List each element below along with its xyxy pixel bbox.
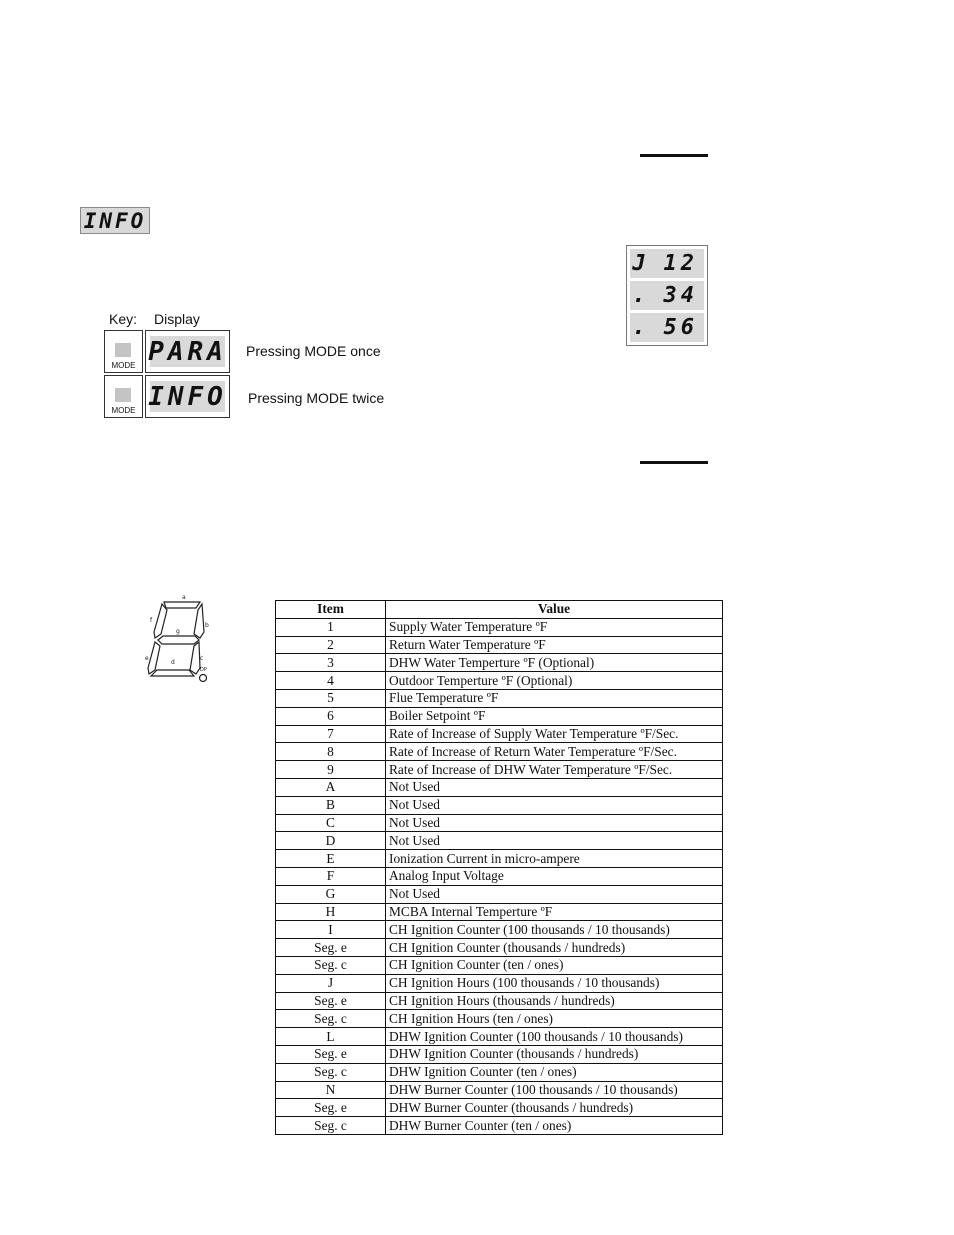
display-row-1 — [630, 249, 704, 278]
table-row — [276, 1028, 723, 1046]
value-column-header: Value — [386, 601, 723, 619]
table-cell-item: H — [276, 903, 386, 921]
table-cell-item: 8 — [276, 743, 386, 761]
table-cell-item: D — [276, 832, 386, 850]
table-cell-value: Rate of Increase of DHW Water Temperature ºF/Sec. — [386, 761, 723, 779]
table-cell-item: F — [276, 867, 386, 885]
segment-c — [190, 642, 200, 674]
seven-segment-diagram — [142, 592, 214, 684]
table-cell-item: 5 — [276, 689, 386, 707]
mode-button-icon — [115, 388, 131, 402]
table-row — [276, 636, 723, 654]
segment-label-d: d — [171, 659, 175, 666]
table-cell-value: CH Ignition Counter (thousands / hundreds) — [386, 939, 723, 957]
mode-key-twice — [104, 375, 143, 418]
segment-d — [151, 670, 194, 676]
table-cell-item: C — [276, 814, 386, 832]
segment-label-b: b — [205, 622, 209, 629]
table-cell-item: 9 — [276, 761, 386, 779]
table-cell-value: Not Used — [386, 885, 723, 903]
table-row — [276, 796, 723, 814]
table-cell-item: G — [276, 885, 386, 903]
table-cell-value: Analog Input Voltage — [386, 867, 723, 885]
table-cell-item: Seg. c — [276, 956, 386, 974]
table-cell-item: 3 — [276, 654, 386, 672]
info-display-icon — [80, 207, 150, 234]
table-cell-value: CH Ignition Counter (ten / ones) — [386, 956, 723, 974]
info-display-text: INFO — [83, 208, 147, 233]
table-cell-value: DHW Ignition Counter (thousands / hundreds) — [386, 1045, 723, 1063]
table-body — [276, 618, 723, 1134]
table-cell-value: Rate of Increase of Return Water Temperature ºF/Sec. — [386, 743, 723, 761]
table-row — [276, 1045, 723, 1063]
display-info — [145, 375, 230, 418]
table-row — [276, 921, 723, 939]
table-row — [276, 939, 723, 957]
table-cell-item: Seg. c — [276, 1010, 386, 1028]
table-cell-value: Not Used — [386, 814, 723, 832]
table-cell-value: Not Used — [386, 796, 723, 814]
mode-button-label: MODE — [111, 361, 136, 370]
display-row-prefix: J — [632, 251, 650, 276]
table-cell-item: J — [276, 974, 386, 992]
table-cell-value: Ionization Current in micro-ampere — [386, 850, 723, 868]
table-cell-item: 1 — [276, 618, 386, 636]
table-row — [276, 725, 723, 743]
table-cell-value: DHW Burner Counter (100 thousands / 10 thousands) — [386, 1081, 723, 1099]
table-cell-item: I — [276, 921, 386, 939]
table-row — [276, 814, 723, 832]
table-row — [276, 832, 723, 850]
display-stack — [626, 245, 708, 346]
segment-b — [194, 604, 204, 638]
table-cell-value: DHW Burner Counter (ten / ones) — [386, 1117, 723, 1135]
table-row — [276, 689, 723, 707]
table-cell-item: E — [276, 850, 386, 868]
display-row-value: 12 — [663, 251, 698, 276]
info-parameter-table — [275, 600, 723, 1135]
table-cell-item: Seg. e — [276, 992, 386, 1010]
segment-a — [164, 602, 200, 608]
segment-label-g: g — [176, 628, 180, 635]
table-cell-value: DHW Ignition Counter (100 thousands / 10 thousands) — [386, 1028, 723, 1046]
segment-label-f: f — [150, 617, 153, 624]
table-cell-value: CH Ignition Hours (ten / ones) — [386, 1010, 723, 1028]
segment-label-e: e — [145, 655, 149, 662]
table-cell-value: Flue Temperature ºF — [386, 689, 723, 707]
segment-dp — [200, 675, 207, 682]
table-cell-value: Boiler Setpoint ºF — [386, 707, 723, 725]
table-cell-item: Seg. c — [276, 1117, 386, 1135]
display-row-2 — [630, 281, 704, 310]
table-row — [276, 778, 723, 796]
display-header: Display — [154, 311, 200, 327]
table-row — [276, 743, 723, 761]
table-row — [276, 1099, 723, 1117]
mode-button-label: MODE — [111, 406, 136, 415]
table-cell-item: Seg. c — [276, 1063, 386, 1081]
item-column-header: Item — [276, 601, 386, 619]
table-row — [276, 761, 723, 779]
mode-button-icon — [115, 343, 131, 357]
table-cell-value: CH Ignition Counter (100 thousands / 10 thousands) — [386, 921, 723, 939]
table-row — [276, 654, 723, 672]
table-cell-value: DHW Burner Counter (thousands / hundreds) — [386, 1099, 723, 1117]
table-cell-item: L — [276, 1028, 386, 1046]
top-rule — [640, 154, 708, 157]
table-cell-item: 7 — [276, 725, 386, 743]
table-cell-item: B — [276, 796, 386, 814]
table-cell-item: Seg. e — [276, 939, 386, 957]
table-row — [276, 903, 723, 921]
segment-e — [148, 642, 160, 674]
segment-g — [158, 636, 199, 644]
table-row — [276, 885, 723, 903]
segment-label-a: a — [182, 594, 186, 601]
table-cell-value: Not Used — [386, 778, 723, 796]
table-cell-value: CH Ignition Hours (thousands / hundreds) — [386, 992, 723, 1010]
table-row — [276, 1081, 723, 1099]
caption-once: Pressing MODE once — [246, 343, 381, 359]
table-cell-item: N — [276, 1081, 386, 1099]
table-cell-item: 6 — [276, 707, 386, 725]
table-row — [276, 707, 723, 725]
segment-label-c: c — [200, 655, 204, 662]
table-cell-value: DHW Ignition Counter (ten / ones) — [386, 1063, 723, 1081]
table-row — [276, 618, 723, 636]
table-cell-item: 2 — [276, 636, 386, 654]
table-cell-item: Seg. e — [276, 1099, 386, 1117]
table-row — [276, 867, 723, 885]
middle-rule — [640, 461, 708, 464]
table-cell-value: MCBA Internal Temperture ºF — [386, 903, 723, 921]
display-para-text: PARA — [148, 336, 227, 367]
table-cell-item: A — [276, 778, 386, 796]
display-row-3 — [630, 313, 704, 342]
display-row-prefix: . — [632, 283, 650, 308]
table-row — [276, 992, 723, 1010]
display-para — [145, 330, 230, 373]
table-row — [276, 956, 723, 974]
table-row — [276, 672, 723, 690]
display-row-prefix: . — [632, 315, 650, 340]
table-cell-value: Rate of Increase of Supply Water Temperature ºF/Sec. — [386, 725, 723, 743]
segment-f — [154, 604, 167, 638]
table-header-row — [276, 601, 723, 619]
table-cell-value: Return Water Temperature ºF — [386, 636, 723, 654]
table-row — [276, 1063, 723, 1081]
table-row — [276, 974, 723, 992]
table-cell-value: DHW Water Temperture ºF (Optional) — [386, 654, 723, 672]
table-cell-value: CH Ignition Hours (100 thousands / 10 thousands) — [386, 974, 723, 992]
segment-label-dp: DP — [200, 667, 207, 673]
display-row-value: 34 — [663, 283, 698, 308]
display-info-text: INFO — [148, 381, 227, 412]
caption-twice: Pressing MODE twice — [248, 390, 385, 406]
mode-key-once — [104, 330, 143, 373]
table-cell-value: Supply Water Temperature ºF — [386, 618, 723, 636]
key-header: Key: — [109, 311, 138, 327]
table-row — [276, 1010, 723, 1028]
table-row — [276, 1117, 723, 1135]
table-cell-value: Outdoor Temperture ºF (Optional) — [386, 672, 723, 690]
display-row-value: 56 — [663, 315, 698, 340]
table-row — [276, 850, 723, 868]
table-cell-item: 4 — [276, 672, 386, 690]
table-cell-item: Seg. e — [276, 1045, 386, 1063]
table-cell-value: Not Used — [386, 832, 723, 850]
